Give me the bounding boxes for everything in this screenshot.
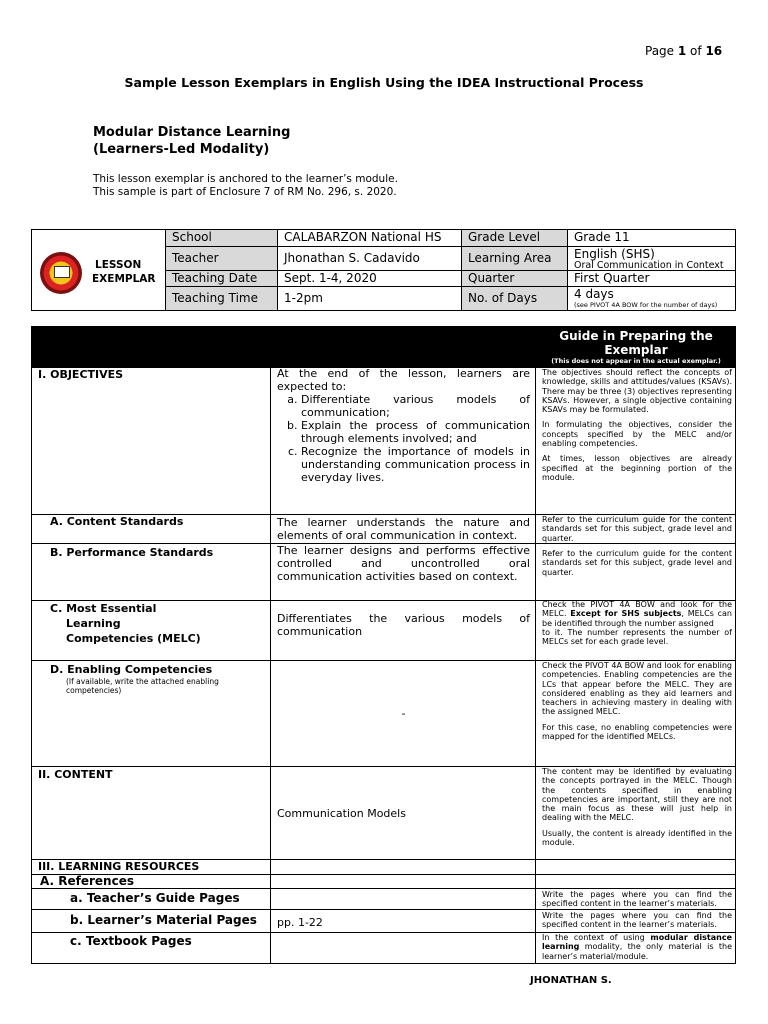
objective-item: a. Differentiate various models of communication; [301,393,530,419]
intro-line-1: This lesson exemplar is anchored to the learner’s module. [93,173,398,185]
textbook-label: c. Textbook Pages [70,934,192,948]
guide-column-header: Guide in Preparing the Exemplar (This does not appear in the actual exemplar.) [551,329,721,365]
performance-standards-label: B. Performance Standards [50,546,214,559]
learners-material-label: b. Learner’s Material Pages [70,913,257,927]
teaching-date-label: Teaching Date [165,271,277,287]
school-label: School [165,230,277,247]
lesson-exemplar-label: LESSON EXEMPLAR [92,259,156,285]
learning-area-value: English (SHS) Oral Communication in Context [567,247,736,271]
learning-area-label: Learning Area [461,247,567,271]
content-standards-label: A. Content Standards [50,515,184,528]
enabling-competencies-guide: Check the PIVOT 4A BOW and look for enabling competencies. Enabling competencies are the LCs that appear before the MELC. They are considered enabling as they aid learners and teachers in achieving mastery in dealing with the assigned MELC. For this case, no enabling competencies were mapped for the identified MELCs. [542,661,732,742]
teacher-label: Teacher [165,247,277,271]
content-label: II. CONTENT [38,768,113,781]
teaching-time-value: 1-2pm [277,287,461,310]
quarter-label: Quarter [461,271,567,287]
objectives-label: I. OBJECTIVES [38,368,124,381]
learners-material-value: pp. 1-22 [277,916,323,929]
teaching-date-value: Sept. 1-4, 2020 [277,271,461,287]
content-value: Communication Models [277,807,406,820]
objectives-guide: The objectives should reflect the concepts of knowledge, skills and attitudes/values (KSAVs). There may be three (3) objectives representing KSAVs. However, a single objective containing KSAVs may be formulated. In formulating the objectives, consider the concepts specified by the MELC and/or enabling competencies. At times, lesson objectives are already specified at the beginning portion of the module. [542,368,732,482]
modality-line-1: Modular Distance Learning [93,125,291,140]
melc-value: Differentiates the various models of communication [277,612,530,638]
melc-guide: Check the PIVOT 4A BOW and look for the MELC. Except for SHS subjects, MELCs can be identified through the number assigned to it. The number represents the number of MELCs set for each grade level. [542,600,732,647]
school-value: CALABARZON National HS [277,230,461,247]
textbook-guide: In the context of using modular distance learning modality, the only material is the learner’s material/module. [542,933,732,961]
content-standards-guide: Refer to the curriculum guide for the content standards set for this subject, grade level and quarter. [542,515,732,543]
enabling-competencies-value: - [401,707,406,720]
teacher-value: Jhonathan S. Cadavido [277,247,461,271]
content-standards-value: The learner understands the nature and elements of oral communication in context. [277,516,530,542]
learning-resources-label: III. LEARNING RESOURCES [38,860,200,873]
objectives-value: At the end of the lesson, learners are expected to: a. Differentiate various models of communication; b. Explain the process of communication through elements involved; and c. Recognize the importance of models in understanding communication process in everyday lives. [277,367,530,484]
page-number: Page 1 of 16 [645,44,723,58]
grade-level-value: Grade 11 [567,230,736,247]
lesson-header-table [31,229,736,311]
intro-line-2: This sample is part of Enclosure 7 of RM No. 296, s. 2020. [93,186,397,198]
enabling-competencies-label: D. Enabling Competencies (If available, write the attached enabling competencies) [50,663,219,695]
performance-standards-guide: Refer to the curriculum guide for the content standards set for this subject, grade level and quarter. [542,549,732,577]
modality-line-2: (Learners-Led Modality) [93,142,270,157]
number-of-days-value: 4 days (see PIVOT 4A BOW for the number of days) [567,287,736,310]
number-of-days-label: No. of Days [461,287,567,310]
learners-material-guide: Write the pages where you can find the specified content in the learner’s materials. [542,911,732,930]
objective-item: c. Recognize the importance of models in understanding communication process in everyday lives. [301,445,530,484]
modality-heading [93,124,290,158]
references-label: A. References [40,874,134,888]
teachers-guide-guide: Write the pages where you can find the specified content in the learner’s materials. [542,890,732,909]
signature-name: JHONATHAN S. [530,975,612,986]
intro-text [93,173,398,199]
teaching-time-label: Teaching Time [165,287,277,310]
teachers-guide-label: a. Teacher’s Guide Pages [70,891,240,905]
content-guide: The content may be identified by evaluating the concepts portrayed in the MELC. Though the contents specified in enabling competencies are important, still they are not the main focus as these will just help in dealing with the MELC. Usually, the content is already identified in the module. [542,767,732,848]
quarter-value: First Quarter [567,271,736,287]
performance-standards-value: The learner designs and performs effective controlled and uncontrolled oral communication activities based on context. [277,544,530,583]
grade-level-label: Grade Level [461,230,567,247]
melc-label: C. Most Essential Learning Competencies (MELC) [50,602,201,645]
lesson-plan-table [31,326,736,964]
objective-item: b. Explain the process of communication through elements involved; and [301,419,530,445]
school-seal-icon [40,252,82,294]
document-title: Sample Lesson Exemplars in English Using the IDEA Instructional Process [124,75,644,90]
